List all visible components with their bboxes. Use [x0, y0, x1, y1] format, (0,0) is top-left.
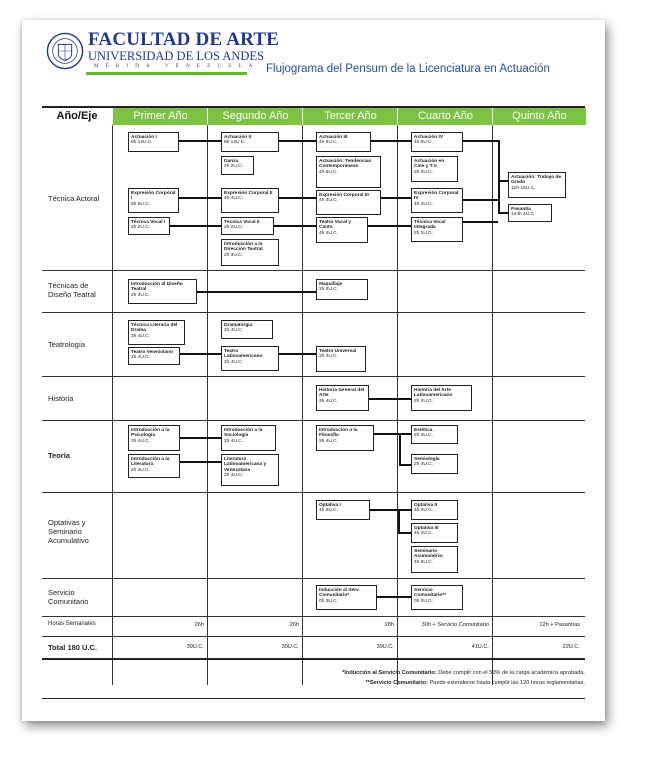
- year-header-4: Cuarto Año: [397, 108, 493, 125]
- grid-line: [302, 125, 303, 685]
- connector-line: [381, 197, 411, 199]
- course-expresion-corporal-4: Expresión Corporal IV 4h 4U.C.: [411, 188, 463, 213]
- course-literatura-latinoamericana: Literatura Latinoamericana y Venezolana 2h 4U.C.: [221, 454, 279, 486]
- row-label-optativas: Optativas y Seminario Acumulativo: [48, 518, 89, 545]
- course-intro-literatura: Introducción a la Literatura 2h 4U.C.: [128, 454, 180, 478]
- total-year-1: 39U.C.: [186, 644, 204, 650]
- connector-line: [279, 197, 316, 199]
- course-historia-general-arte: Historia General del Arte 2h 4U.C.: [316, 385, 369, 411]
- course-intro-sociologia: Introducción a la Sociología 2h 4U.C.: [221, 425, 276, 451]
- hours-year-4: 30h + Servicio Comunitario: [421, 622, 489, 628]
- connector-line: [180, 353, 221, 355]
- course-tecnica-vocal-1: Técnica Vocal I 2h 2U.C.: [128, 217, 170, 235]
- total-label: Total 180 U.C.: [48, 643, 98, 652]
- connector-line: [197, 291, 316, 293]
- header-accent-bar: [86, 72, 247, 75]
- course-actuacion-4: Actuación IV 4h 6U.C.: [411, 132, 463, 152]
- grid-line: [112, 125, 113, 685]
- grid-line: [492, 125, 493, 685]
- row-divider: [42, 578, 585, 579]
- course-intro-diseno-teatral: Introducción al Diseño Teatral 2h 3U.C.: [128, 279, 197, 304]
- connector-line: [377, 596, 411, 598]
- total-year-5: 22U.C.: [562, 644, 580, 650]
- course-tendencias-contemporaneas: Actuación: Tendencias Contemporáneas 4h 6U.C.: [316, 156, 381, 188]
- row-label-diseno-teatral: Técnicas de Diseño Teatral: [48, 281, 96, 299]
- course-historia-arte-latinoamericano: Historia del Arte Latinoamericano 2h 4U.C.: [411, 385, 472, 411]
- row-label-historia: Historia: [48, 394, 74, 403]
- university-name: UNIVERSIDAD DE LOS ANDES: [88, 49, 265, 63]
- course-expresion-corporal-1: Expresión Corporal I 6h 6U.C.: [128, 188, 179, 213]
- table-bottom-rule: [42, 698, 585, 699]
- row-divider: [42, 312, 585, 313]
- course-servicio-comunitario: Servicio Comunitario** 0h 0U.C.: [411, 585, 463, 610]
- pensum-page: [22, 20, 605, 721]
- year-header-5: Quinto Año: [492, 108, 586, 125]
- course-pasantia: Pasantía 144h 4U.C.: [508, 204, 552, 222]
- row-divider: [42, 492, 585, 493]
- hours-year-3: 28h: [384, 622, 394, 628]
- course-teatro-vocal-canto: Teatro Vocal y Canto 4h 4U.C.: [316, 217, 368, 243]
- total-year-2: 39U.C.: [281, 644, 299, 650]
- course-teatro-latinoamericano: Teatro Latinoamericano 2h 4U.C.: [221, 346, 279, 371]
- row-divider: [42, 616, 585, 617]
- connector-line: [498, 212, 508, 214]
- hours-label: Horas Semanales: [48, 621, 96, 627]
- course-tecnica-literaria-drama: Técnica Literaria del Drama 2h 4U.C.: [128, 320, 185, 345]
- course-trabajo-de-grado: Actuación: Trabajo de Grado 12h 18U.C.: [508, 172, 566, 198]
- row-divider: [42, 636, 585, 637]
- corner-header: Año/Eje: [56, 110, 98, 122]
- connector-line: [279, 140, 316, 142]
- connector-line: [370, 509, 398, 511]
- connector-line: [398, 509, 400, 533]
- course-optativa-2: Optativa II 4h 4U.C.: [411, 500, 458, 520]
- course-seminario-acumulativo: Seminario Acumulativo 4h 6U.C.: [411, 546, 458, 573]
- year-header-2: Segundo Año: [207, 108, 303, 125]
- city-line: MÉRIDA VENEZUELA: [94, 64, 260, 69]
- course-intro-direccion-teatral: Introducción a la Dirección Teatral 2h 3U.C.: [221, 239, 279, 266]
- connector-line: [179, 197, 221, 199]
- course-expresion-corporal-3: Expresión Corporal III 4h 4U.C.: [316, 190, 381, 215]
- course-actuacion-1: Actuación I 8h 12U.C.: [128, 132, 179, 152]
- connector-line: [180, 461, 221, 463]
- course-danza: Danza 2h 2U.C.: [221, 156, 254, 175]
- course-semiologia: Semiología 2h 4U.C.: [411, 454, 458, 474]
- connector-line: [399, 433, 401, 465]
- course-expresion-corporal-2: Expresión Corporal II 4h 4U.C.: [221, 188, 279, 213]
- course-estetica: Estética 2h 4U.C.: [411, 425, 458, 444]
- course-intro-filosofia: Introducción a la Filosofía 2h 4U.C.: [316, 425, 374, 451]
- course-optativa-1: Optativa I 4h 4U.C.: [316, 500, 370, 520]
- row-label-tecnica-actoral: Técnica Actoral: [48, 194, 100, 203]
- course-teatro-venezolano: Teatro Venezolano 2h 4U.C.: [128, 347, 180, 365]
- row-divider: [42, 270, 585, 271]
- connector-line: [274, 225, 316, 227]
- hours-year-5: 12h + Pasantías: [539, 622, 580, 628]
- course-induccion-servicio: Inducción al Serv. Comunitario* 0h 0U.C.: [316, 585, 377, 610]
- connector-line: [179, 140, 221, 142]
- course-tecnica-vocal-integrada: Técnica Vocal Integrada 2h 2U.C.: [411, 217, 463, 242]
- footnote-servicio: **Servicio Comunitario: Puede extenderse hasta cumplir las 120 horas reglamentarias.: [365, 680, 585, 686]
- faculty-name: FACULTAD DE ARTE: [88, 29, 280, 50]
- course-actuacion-cine-tv: Actuación en Cine y T.V. 2h 3U.C.: [411, 156, 458, 182]
- connector-line: [374, 433, 411, 435]
- hours-year-2: 26h: [289, 622, 299, 628]
- year-header-3: Tercer Año: [302, 108, 398, 125]
- grid-line: [397, 125, 398, 685]
- footnote-induccion: *Inducción al Servicio Comunitario: Debe cumplir con el 50% de la carga académica aprobada.: [342, 670, 585, 676]
- course-actuacion-2: Actuación II 8h 12U.C.: [221, 132, 279, 152]
- connector-line: [368, 225, 411, 227]
- connector-line: [398, 532, 411, 534]
- course-actuacion-3: Actuación III 4h 6U.C.: [316, 132, 371, 152]
- row-label-teatrologia: Teatrología: [48, 340, 86, 349]
- connector-line: [371, 140, 411, 142]
- row-divider: [42, 420, 585, 421]
- hours-year-1: 26h: [194, 622, 204, 628]
- connector-line: [369, 398, 411, 400]
- course-dramaturgia: Dramaturgia 2h 4U.C.: [221, 320, 273, 339]
- connector-line: [399, 464, 411, 466]
- course-intro-psicologia: Introducción a la Psicología 2h 4U.C.: [128, 425, 180, 451]
- university-seal-icon: [46, 32, 84, 70]
- connector-line: [180, 437, 221, 439]
- row-label-servicio-comunitario: Servicio Comunitario: [48, 588, 89, 606]
- connector-line: [463, 140, 498, 142]
- connector-line: [498, 140, 500, 213]
- connector-line: [170, 225, 221, 227]
- document-title: Flujograma del Pensum de la Licenciatura en Actuación: [266, 63, 550, 75]
- total-year-4: 41U.C.: [471, 644, 489, 650]
- grid-line: [207, 125, 208, 685]
- course-optativa-3: Optativa III 4h 4U.C.: [411, 523, 458, 543]
- course-maquillaje: Maquillaje 2h 3U.C.: [316, 279, 368, 300]
- totals-rule: [42, 658, 585, 660]
- connector-line: [279, 353, 316, 355]
- course-tecnica-vocal-2: Técnica Vocal II 2h 2U.C.: [221, 217, 274, 235]
- year-header-1: Primer Año: [112, 108, 208, 125]
- course-teatro-universal: Teatro Universal 2h 4U.C.: [316, 346, 366, 372]
- row-divider: [42, 376, 585, 377]
- connector-line: [498, 180, 508, 182]
- connector-line: [463, 199, 498, 201]
- connector-line: [398, 509, 411, 511]
- connector-line: [463, 221, 498, 223]
- total-year-3: 39U.C.: [376, 644, 394, 650]
- row-label-teoria: Teoría: [48, 451, 70, 460]
